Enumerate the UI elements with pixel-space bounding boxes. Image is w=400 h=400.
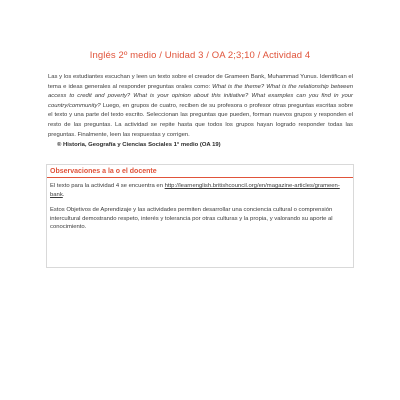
article-link[interactable]: http://learnenglish.britishcouncil.org/en/magazine-articles/grameen-bank — [50, 183, 340, 198]
observations-paragraph-2: Estos Objetivos de Aprendizaje y las actividades permiten desarrollar una conciencia cultural o comprensión intercultural demostrando respeto, interés y tolerancia por otras culturas y la propia, y valorando su aporte al conocimiento. — [50, 207, 333, 231]
subject-crossref: ® Historia, Geografía y Ciencias Sociales 1° medio (OA 19) — [57, 142, 221, 148]
observations-paragraph-1 — [50, 182, 348, 199]
observations-divider — [47, 177, 353, 178]
page-title: Inglés 2º medio / Unidad 3 / OA 2;3;10 / Actividad 4 — [89, 50, 311, 61]
activity-description — [48, 73, 353, 140]
activity-intro-text: Las y los estudiantes escuchan y leen un texto sobre el creador de Grameen Bank, Muhammad Yunus. Identifican el tema e ideas generales al responder preguntas orales como: — [48, 74, 353, 90]
observations-p1-prefix: El texto para la actividad 4 se encuentra en — [50, 183, 165, 189]
activity-questions-text: What is the theme? What is the relationship between access to credit and poverty? What is your opinion about this initiative? What examples can you find in your country/community? — [48, 83, 353, 109]
activity-continuation-text: Luego, en grupos de cuatro, reciben de su profesora o profesor otras preguntas escritas sobre el texto y una parte del texto escrito. Seleccionan las preguntas que pueden, forman nuevos grupos y responden el resto de las preguntas. La actividad se repite hasta que todos los grupos hayan logrado responder todas las preguntas. Finalmente, leen las respuestas y corrigen. — [48, 102, 353, 138]
teacher-observations-box — [46, 164, 354, 268]
observations-p1-suffix: . — [62, 191, 65, 198]
observations-title: Observaciones a la o el docente — [50, 168, 157, 175]
